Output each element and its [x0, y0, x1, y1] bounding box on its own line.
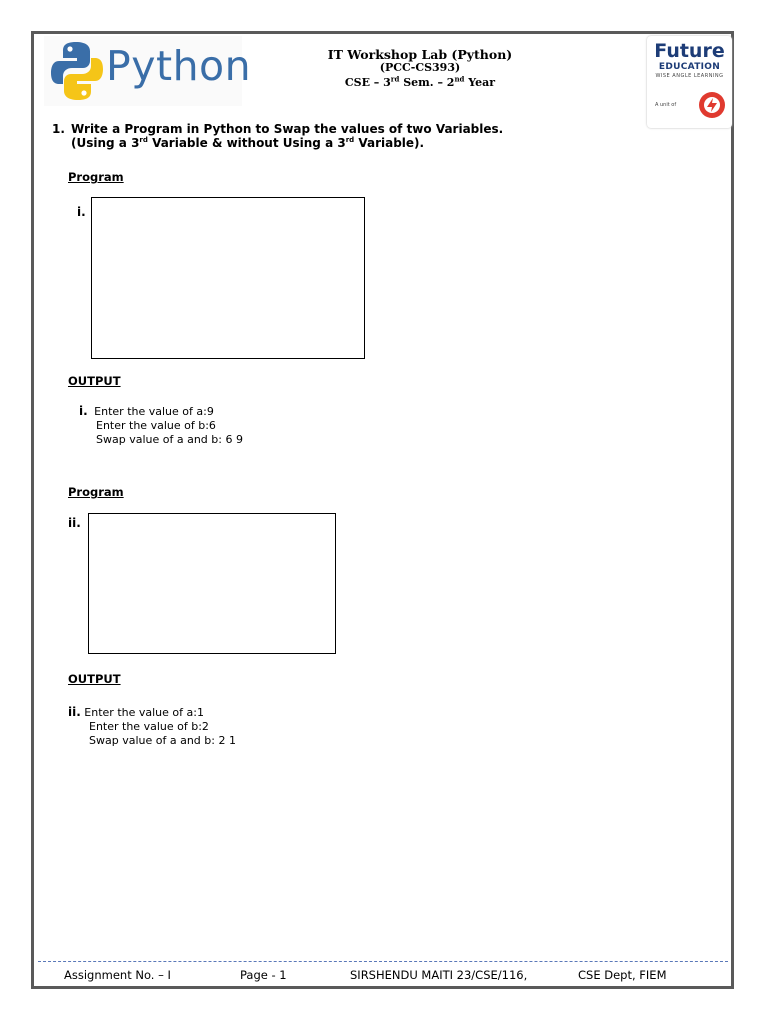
- program-code-box: [91, 197, 365, 359]
- question: 1. Write a Program in Python to Swap the values of two Variables. (Using a 3rd Variable & without Using a 3rd Variable).: [52, 122, 504, 150]
- output-block: i. Enter the value of a:9 Enter the value of b:6 Swap value of a and b: 6 9: [79, 404, 243, 446]
- footer-dept: CSE Dept, FIEM: [578, 968, 667, 982]
- footer-assignment: Assignment No. – I: [64, 968, 171, 982]
- footer-page-number: Page - 1: [240, 968, 287, 982]
- course-code: (PCC-CS393): [379, 61, 461, 74]
- course-title: IT Workshop Lab (Python): [327, 47, 513, 62]
- program-code-box: [88, 513, 336, 654]
- output-block: ii. Enter the value of a:1 Enter the value of b:2 Swap value of a and b: 2 1: [68, 705, 236, 747]
- footer-divider: [38, 961, 728, 962]
- output-heading: OUTPUT: [68, 672, 121, 686]
- program-heading: Program: [68, 485, 124, 499]
- program-label: i.: [77, 205, 86, 219]
- page-border: [31, 31, 734, 989]
- program-label: ii.: [68, 516, 81, 530]
- techno-india-seal-icon: [697, 90, 727, 120]
- python-snake-icon: [50, 40, 104, 102]
- program-heading: Program: [68, 170, 124, 184]
- future-education-logo: Future EDUCATION WISE ANGLE LEARNING A unit of: [647, 36, 732, 128]
- footer-student: SIRSHENDU MAITI 23/CSE/116,: [350, 968, 528, 982]
- python-logo-text: Python: [106, 42, 252, 90]
- python-logo: [44, 36, 252, 106]
- output-heading: OUTPUT: [68, 374, 121, 388]
- course-semester: CSE – 3rd Sem. – 2nd Year: [344, 74, 496, 89]
